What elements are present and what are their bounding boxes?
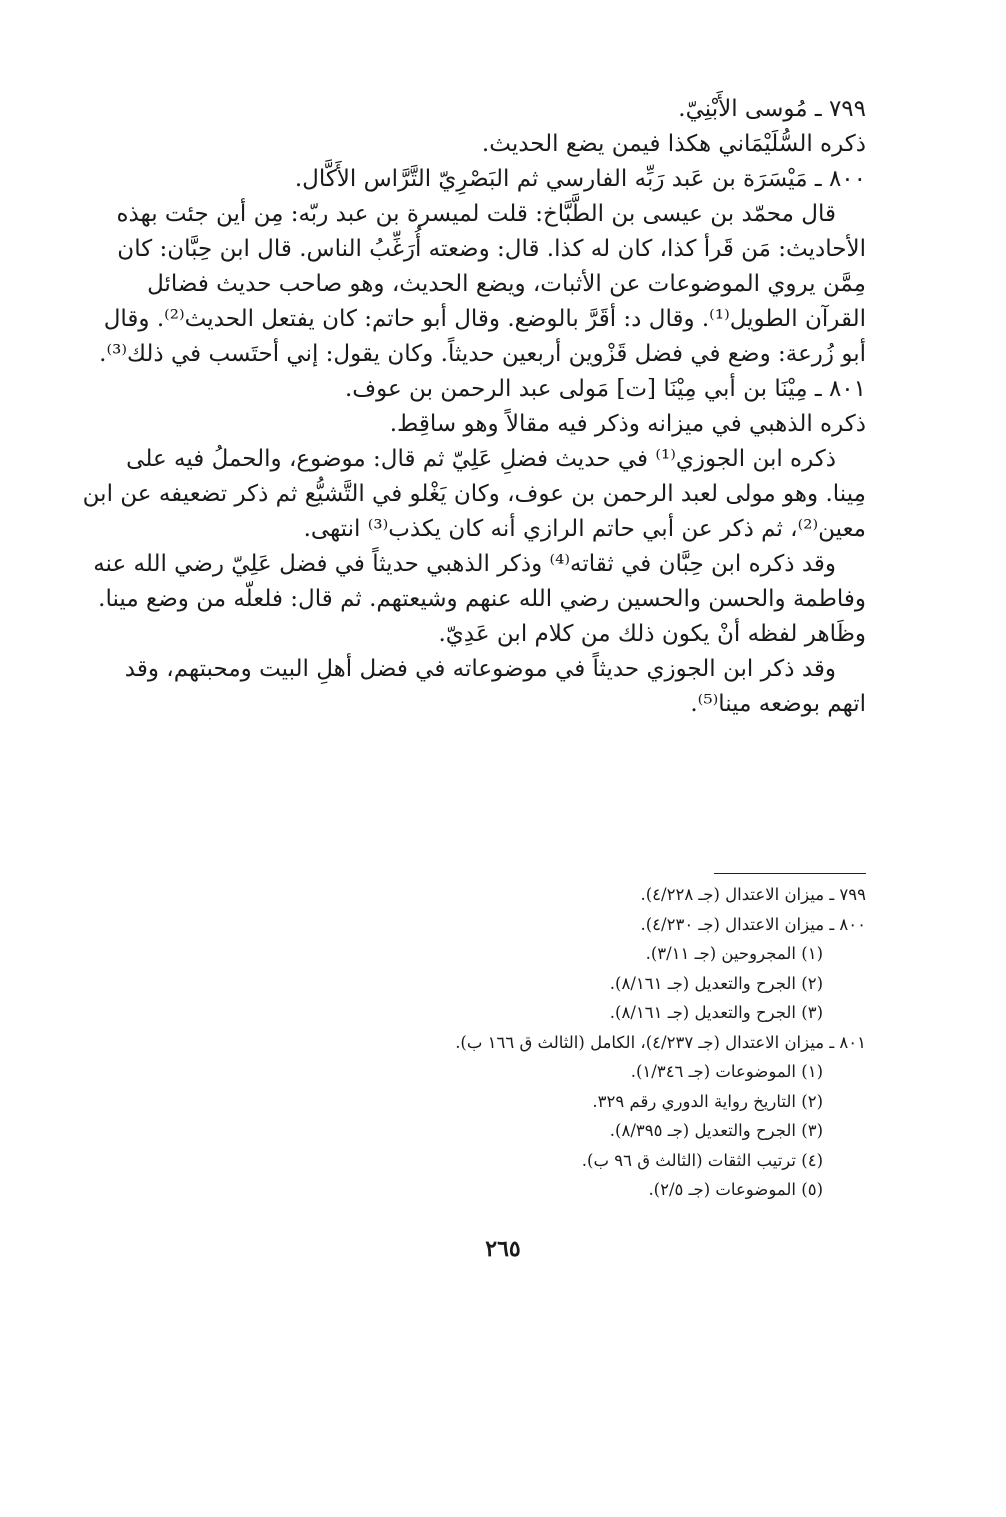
footnote-item: (٢) الجرح والتعديل (جـ ٨/١٦١). — [609, 973, 823, 993]
footnote-item: (٤) ترتيب الثقات (الثالث ق ٩٦ ب). — [581, 1150, 823, 1170]
footnote-divider — [714, 873, 866, 874]
entry-800-text-line: أبو زُرعة: وضع في فضل قَزْوين أربعين حديثاً. وكان يقول: إني أحتَسب في ذلك⁽³⁾. — [99, 341, 866, 367]
footnote-entry-799: ٧٩٩ ـ ميزان الاعتدال (جـ ٤/٢٢٨). — [640, 885, 866, 904]
entry-801-text-line: ذكره ابن الجوزي⁽¹⁾ في حديث فضلِ عَلِيّ ثم قال: موضوع، والحملُ فيه على — [126, 446, 836, 472]
entry-799-text: ذكره السُّلَيْمَاني هكذا فيمن يضع الحديث. — [481, 131, 866, 157]
entry-800-text-line: القرآن الطويل⁽¹⁾. وقال د: أقَرَّ بالوضع. وقال أبو حاتم: كان يفتعل الحديث⁽²⁾. وقال — [103, 306, 866, 332]
entry-800-text-line: قال محمّد بن عيسى بن الطَّبَّاخ: قلت لميسرة بن عبد ربّه: مِن أين جئت بهذه — [116, 201, 836, 227]
footnotes — [150, 880, 866, 1205]
entry-801-text-line: اتهم بوضعه مينا⁽⁵⁾. — [690, 691, 866, 717]
footnote-item: (٢) التاريخ رواية الدوري رقم ٣٢٩. — [592, 1091, 823, 1111]
footnote-item: (١) الموضوعات (جـ ١/٣٤٦). — [630, 1062, 823, 1081]
entry-800-text-line: مِمَّن يروي الموضوعات عن الأثبات، ويضع الحديث، وهو صاحب حديث فضائل — [147, 271, 866, 297]
footnote-item: (٣) الجرح والتعديل (جـ ٨/١٦١). — [609, 1003, 823, 1022]
entry-801-text-line: وظَاهر لفظه أنْ يكون ذلك من كلام ابن عَدِيّ. — [438, 621, 866, 647]
entry-801-text-line: وقد ذكر ابن الجوزي حديثاً في موضوعاته في فضل أهلِ البيت ومحبتهم، وقد — [124, 656, 836, 682]
footnote-item: (١) المجروحين (جـ ٣/١١). — [645, 944, 823, 963]
entry-801-text-line: معين⁽²⁾، ثم ذكر عن أبي حاتم الرازي أنه كان يكذب⁽³⁾ انتهى. — [303, 516, 866, 542]
footnote-entry-801: ٨٠١ ـ ميزان الاعتدال (جـ ٤/٢٣٧)، الكامل (الثالث ق ١٦٦ ب). — [455, 1032, 866, 1052]
entry-799-heading: ٧٩٩ ـ مُوسى الأَبْنِيّ. — [678, 96, 866, 122]
entry-801-text-line: وفاطمة والحسن والحسين رضي الله عنهم وشيعتهم. ثم قال: فلعلّه من وضع مينا. — [98, 586, 866, 612]
entry-801-text-line: مِينا. وهو مولى لعبد الرحمن بن عوف، وكان يَغْلو في التَّشيُّع ثم ذكر تضعيفه عن ابن — [82, 481, 866, 507]
page-number: ٢٦٥ — [485, 1236, 521, 1262]
entry-800-heading: ٨٠٠ ـ مَيْسَرَة بن عَبد رَبِّه الفارسي ثم البَصْرِيّ التَّرَّاس الأَكَّال. — [294, 166, 866, 192]
main-text — [82, 92, 866, 722]
entry-801-text-line: ذكره الذهبي في ميزانه وذكر فيه مقالاً وهو ساقِط. — [389, 411, 866, 437]
entry-801-text-line: وقد ذكره ابن حِبَّان في ثقاته⁽⁴⁾ وذكر الذهبي حديثاً في فضل عَلِيّ رضي الله عنه — [93, 551, 836, 577]
footnote-entry-800: ٨٠٠ ـ ميزان الاعتدال (جـ ٤/٢٣٠). — [640, 914, 866, 934]
entry-801-heading: ٨٠١ ـ مِيْنَا بن أبي مِيْنَا [ت] مَولى عبد الرحمن بن عوف. — [344, 376, 866, 402]
footnote-item: (٥) الموضوعات (جـ ٢/٥). — [648, 1180, 823, 1199]
entry-800-text-line: الأحاديث: مَن قَرأ كذا، كان له كذا. قال: وضعته أُرَغِّبُ الناس. قال ابن حِبَّان: كان — [117, 236, 866, 262]
footnote-item: (٣) الجرح والتعديل (جـ ٨/٣٩٥). — [609, 1121, 823, 1140]
